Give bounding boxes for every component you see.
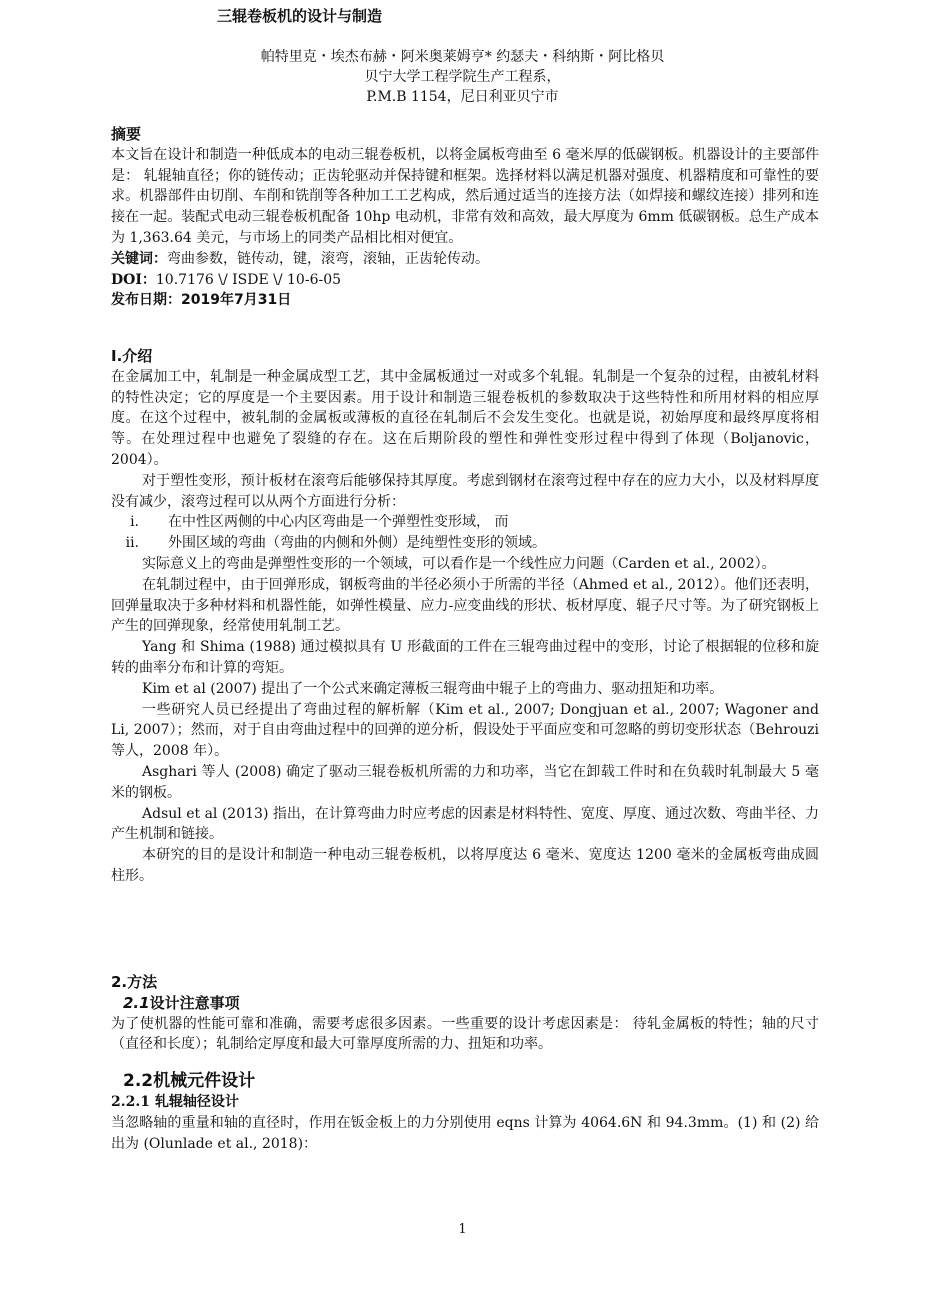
doi-value: 10.7176 \/ ISDE \/ 10-6-05 — [155, 271, 342, 288]
doi-line — [111, 270, 819, 291]
intro-paragraph: 一些研究人员已经提出了弯曲过程的解析解（Kim et al., 2007; Dongjuan et al., 2007; Wagoner and Li, 2007）；然而，对于自由弯曲过程中的回弹的逆分析，假设处于平面应变和可忽略的剪切变形状态（Behrouzi 等人，2008 年）。 — [111, 701, 819, 760]
intro-paragraph: 在轧制过程中，由于回弹形成，钢板弯曲的半径必须小于所需的半径（Ahmed et al., 2012）。他们还表明，回弹量取决于多种材料和机器性能，如弹性模量、应力-应变曲线的形状、板材厚度、辊子尺寸等。为了研究钢板上产生的回弹现象，经常使用轧制工艺。 — [111, 576, 819, 635]
abstract-text: 本文旨在设计和制造一种低成本的电动三辊卷板机，以将金属板弯曲至 6 毫米厚的低碳钢板。机器设计的主要部件是： 轧辊轴直径；你的链传动；正齿轮驱动并保持键和框架。选择材料以满足机器对强度、机器精度和可靠性的要求。机器部件由切削、车削和铣削等各种加工工艺构成，然后通过适当的连接方法（如焊接和螺纹连接）排列和连接在一起。装配式电动三辊卷板机配备 10hp 电动机，非常有效和高效，最大厚度为 6mm 低碳钢板。总生产成本为 1,363.64 美元，与市场上的同类产品相比相对便宜。 — [111, 146, 819, 246]
keywords-value: 弯曲参数，链传动，键，滚弯，滚轴，正齿轮传动。 — [167, 250, 489, 267]
paper-title: 三辊卷板机的设计与制造 — [217, 7, 383, 25]
list-item-text: 外围区域的弯曲（弯曲的内侧和外侧）是纯塑性变形的领域。 — [168, 535, 546, 552]
list-item-number: ii. — [125, 535, 139, 552]
abstract-section — [111, 124, 819, 311]
intro-paragraph: 对于塑性变形，预计板材在滚弯后能够保持其厚度。考虑到钢材在滚弯过程中存在的应力大小，以及材料厚度没有减少，滚弯过程可以从两个方面进行分析： — [111, 472, 819, 510]
affiliation-department: 贝宁大学工程学院生产工程系， — [364, 69, 561, 85]
intro-paragraph: 实际意义上的弯曲是弹塑性变形的一个领域，可以看作是一个线性应力问题（Carden et al., 2002）。 — [142, 555, 776, 572]
subsubsection-heading-roller-shaft: 2.2.1 轧辊轴径设计 — [111, 1093, 239, 1110]
intro-paragraph: Yang 和 Shima (1988) 通过模拟具有 U 形截面的工件在三辊弯曲过程中的变形，讨论了根据辊的位移和旋转的曲率分布和计算的弯矩。 — [111, 639, 819, 676]
subsection-heading-design-considerations — [111, 993, 819, 1014]
introduction-section — [111, 346, 819, 887]
list-item — [111, 512, 819, 533]
intro-paragraph: Adsul et al (2013) 指出，在计算弯曲力时应考虑的因素是材料特性、宽度、厚度、通过次数、弯曲半径、力产生机制和链接。 — [111, 805, 819, 843]
methods-section — [111, 972, 819, 1154]
page-number: 1 — [458, 1222, 467, 1237]
list-item — [111, 533, 819, 554]
author-list: 帕特里克・埃杰布赫・阿米奥莱姆亨* 约瑟夫・科纳斯・阿比格贝 — [260, 49, 665, 65]
publication-date: 发布日期：2019年7月31日 — [111, 292, 292, 309]
methods-heading: 2.方法 — [111, 973, 158, 991]
intro-paragraph: Kim et al (2007) 提出了一个公式来确定薄板三辊弯曲中辊子上的弯曲力、驱动扭矩和功率。 — [142, 680, 724, 697]
abstract-heading: 摘要 — [111, 125, 142, 143]
intro-paragraph: Asghari 等人 (2008) 确定了驱动三辊卷板机所需的力和功率，当它在卸载工件时和在负载时轧制最大 5 毫米的钢板。 — [111, 763, 819, 801]
subsection-number: 2.1 — [123, 993, 150, 1012]
keywords-label: 关键词： — [111, 250, 167, 267]
list-item-text: 在中性区两侧的中心内区弯曲是一个弹塑性变形域， 而 — [168, 514, 509, 531]
subsection-heading-mechanical-elements: 2.2机械元件设计 — [123, 1071, 256, 1092]
intro-heading: I.介绍 — [111, 347, 153, 365]
intro-paragraph: 在金属加工中，轧制是一种金属成型工艺，其中金属板通过一对或多个轧辊。轧制是一个复杂的过程，由被轧材料的特性决定；它的厚度是一个主要因素。用于设计和制造三辊卷板机的参数取决于这些特性和所用材料的相应厚度。在这个过程中，被轧制的金属板或薄板的直径在轧制后不会发生变化。也就是说，初始厚度和最终厚度将相等。在处理过程中也避免了裂缝的存在。这在后期阶段的塑性和弹性变形过程中得到了体现（Boljanovic，2004）。 — [111, 368, 819, 468]
methods-paragraph: 当忽略轴的重量和轴的直径时，作用在钣金板上的力分别使用 eqns 计算为 4064.6N 和 94.3mm。(1) 和 (2) 给出为 (Olunlade et al., 2018)： — [111, 1114, 819, 1152]
list-item-number: i. — [130, 514, 139, 531]
keywords-line — [111, 249, 819, 270]
affiliation-address: P.M.B 1154，尼日利亚贝宁市 — [366, 89, 559, 105]
methods-paragraph: 为了使机器的性能可靠和准确，需要考虑很多因素。一些重要的设计考虑因素是： 待轧金属板的特性；轴的尺寸（直径和长度）；轧制给定厚度和最大可靠厚度所需的力、扭矩和功率。 — [111, 1015, 819, 1053]
subsection-title: 设计注意事项 — [149, 993, 240, 1012]
doi-label: DOI： — [111, 271, 156, 288]
intro-paragraph: 本研究的目的是设计和制造一种电动三辊卷板机，以将厚度达 6 毫米、宽度达 1200 毫米的金属板弯曲成圆柱形。 — [111, 847, 819, 884]
